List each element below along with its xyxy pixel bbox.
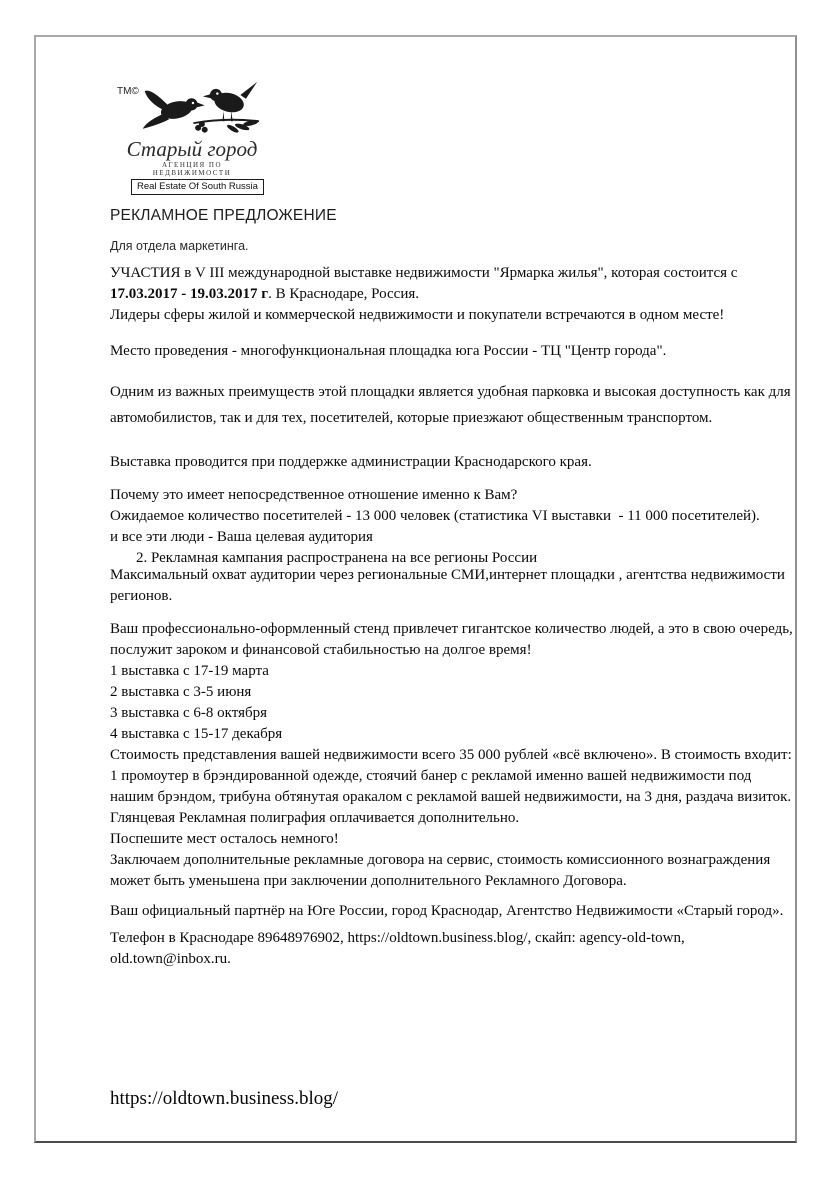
partner-paragraph: Ваш официальный партнёр на Юге России, город Краснодар, Агентство Недвижимости «Старый город». — [110, 903, 784, 919]
venue-paragraph: Место проведения - многофункциональная площадка юга России - ТЦ "Центр города". — [110, 343, 667, 359]
intro-sentence — [110, 263, 798, 305]
pricing-main-text: Стоимость представления вашей недвижимости всего 35 000 рублей «всё включено». В стоимость входит: 1 промоутер в брэндированной одежде, стоячий банер с рекламой именно вашей недвижимости под нашим брэндом, трибуна обтянутая оракалом с рекламой вашей недвижимости, на 3 дня, раздача визиток. — [110, 747, 792, 805]
contacts-paragraph: Телефон в Краснодаре 89648976902, https://oldtown.business.blog/, скайп: agency-old-town, old.town@inbox.ru. — [110, 930, 685, 967]
exhibition-dates: 17.03.2017 - 19.03.2017 г — [110, 286, 269, 302]
target-audience-line: и все эти люди - Ваша целевая аудитория — [110, 529, 373, 545]
exhibition-schedule-item: 1 выставка с 17-19 марта — [110, 663, 269, 679]
intro-leaders-line: Лидеры сферы жилой и коммерческой недвижимости и покупатели встречаются в одном месте! — [110, 307, 725, 323]
exhibition-schedule-item: 2 выставка с 3-5 июня — [110, 684, 252, 700]
pricing-polygraphy-line: Глянцевая Рекламная полиграфия оплачивается дополнительно. — [110, 810, 520, 826]
document-subtitle: Для отдела маркетинга. — [110, 239, 249, 253]
brand-name: Старый город — [126, 137, 258, 161]
pricing-hurry-line: Поспешите мест осталось немного! — [110, 831, 339, 847]
support-paragraph: Выставка проводится при поддержке администрации Краснодарского края. — [110, 454, 592, 470]
pricing-contracts-line: Заключаем дополнительные рекламные договора на сервис, стоимость комиссионного вознаграждения может быть уменьшена при заключении дополнительного Рекламного Договора. — [110, 852, 771, 889]
visitors-statistics: Ожидаемое количество посетителей - 13 000 человек (статистика VI выставки - 11 000 посетителей). — [110, 508, 760, 524]
trademark-mark: ТМ© — [117, 86, 139, 97]
brand-tagline: Real Estate Of South Russia — [131, 179, 264, 195]
footer-website-link: https://oldtown.business.blog/ — [110, 1088, 339, 1109]
pricing-paragraph — [110, 745, 798, 892]
document-title: РЕКЛАМНОЕ ПРЕДЛОЖЕНИЕ — [110, 207, 337, 224]
coverage-paragraph: Максимальный охват аудитории через региональные СМИ,интернет площадки , агентства недвижимости регионов. — [110, 567, 785, 604]
birds-logo-icon — [139, 80, 261, 140]
exhibition-schedule-item: 3 выставка с 6-8 октября — [110, 705, 268, 721]
intro-text-post: . В Краснодаре, Россия. — [268, 286, 420, 302]
exhibition-schedule-item: 4 выставка с 15-17 декабря — [110, 726, 283, 742]
campaign-regions-item: 2. Рекламная кампания распространена на все регионы России — [136, 550, 538, 566]
brand-subtitle-line2: НЕДВИЖИМОСТИ — [152, 169, 232, 177]
stand-benefit-text: Ваш профессионально-оформленный стенд привлечет гигантское количество людей, а это в свою очередь, послужит зароком и финансовой стабильностью на долгое время! — [110, 621, 793, 658]
intro-text-pre: УЧАСТИЯ в V III международной выставке недвижимости "Ярмарка жилья", которая состоится с — [110, 265, 738, 281]
brand-subtitle-line1: АГЕНЦИЯ ПО — [161, 161, 223, 169]
stand-paragraph — [110, 619, 798, 745]
intro-paragraph — [110, 263, 798, 326]
relevance-paragraph — [110, 485, 798, 569]
relevance-question: Почему это имеет непосредственное отношение именно к Вам? — [110, 487, 518, 503]
advantage-paragraph: Одним из важных преимуществ этой площадки является удобная парковка и высокая доступность как для автомобилистов, так и для тех, посетителей, которые приезжают общественным транспортом. — [110, 384, 791, 426]
